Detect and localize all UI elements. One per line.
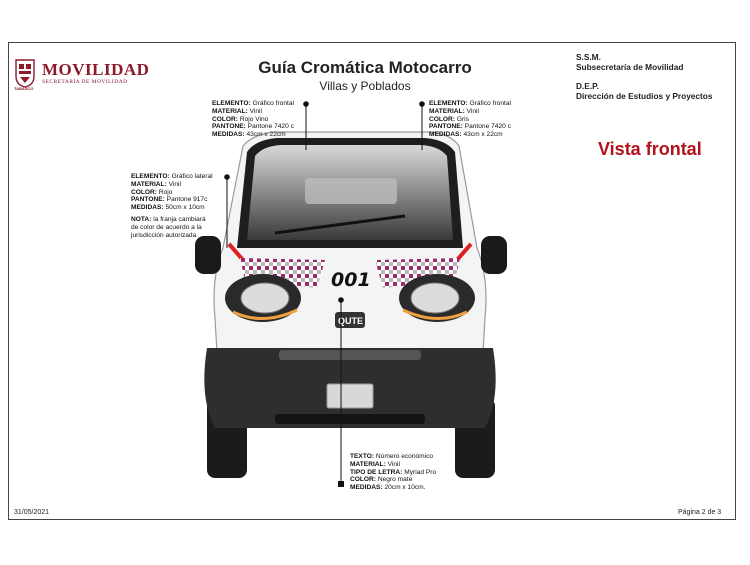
logo-name: MOVILIDAD [42,60,150,79]
left-mirror [195,236,221,274]
org-line-ssm: S.S.M. [576,52,601,62]
brand-badge-text: QUTE [338,316,364,326]
spec-lateral: ELEMENTO: Gráfico lateral MATERIAL: Vinil COLOR: Rojo PANTONE: Pantone 917c MEDIDAS: 50cm x 10cm NOTA: la franja cambiará de color de acuerdo a la jurisdicción autorizada [131,173,213,239]
footer-date: 31/05/2021 [14,509,50,516]
movilidad-logo [14,58,150,92]
left-headlight-lens [241,283,289,313]
org-line-subsecretaria: Subsecretaría de Movilidad [576,62,684,72]
logo-state: TABASCO [14,86,34,91]
spec-front-left: ELEMENTO: Gráfico frontal MATERIAL: Vinil COLOR: Rojo Vino PANTONE: Pantone 7420 c MEDIDAS: 43cm x 22cm [212,100,294,139]
spec-number: TEXTO: Número económico MATERIAL: Vinil TIPO DE LETRA: Myriad Pro COLOR: Negro mate MEDIDAS: 20cm x 10cm. [350,453,437,492]
logo-subtitle: SECRETARÍA DE MOVILIDAD [42,79,128,85]
org-line-dep: D.E.P. [576,81,599,91]
license-plate [327,384,373,408]
right-mirror [481,236,507,274]
page-subtitle: Villas y Poblados [319,79,411,93]
org-line-direccion: Dirección de Estudios y Proyectos [576,91,713,101]
right-headlight-lens [411,283,459,313]
rear-window [305,178,397,204]
lower-grille [275,414,425,424]
spec-front-right: ELEMENTO: Gráfico frontal MATERIAL: Vinil COLOR: Gris PANTONE: Pantone 7420 c MEDIDAS: 43cm x 22cm [429,100,511,139]
motocarro-front-illustration [185,98,515,493]
page-title: Guía Cromática Motocarro [258,58,472,77]
view-title: Vista frontal [598,139,702,159]
coat-of-arms-icon [14,58,36,88]
upper-grille [279,350,421,360]
unit-number: 001 [331,269,371,291]
footer-page-number: Página 2 de 3 [678,509,722,516]
